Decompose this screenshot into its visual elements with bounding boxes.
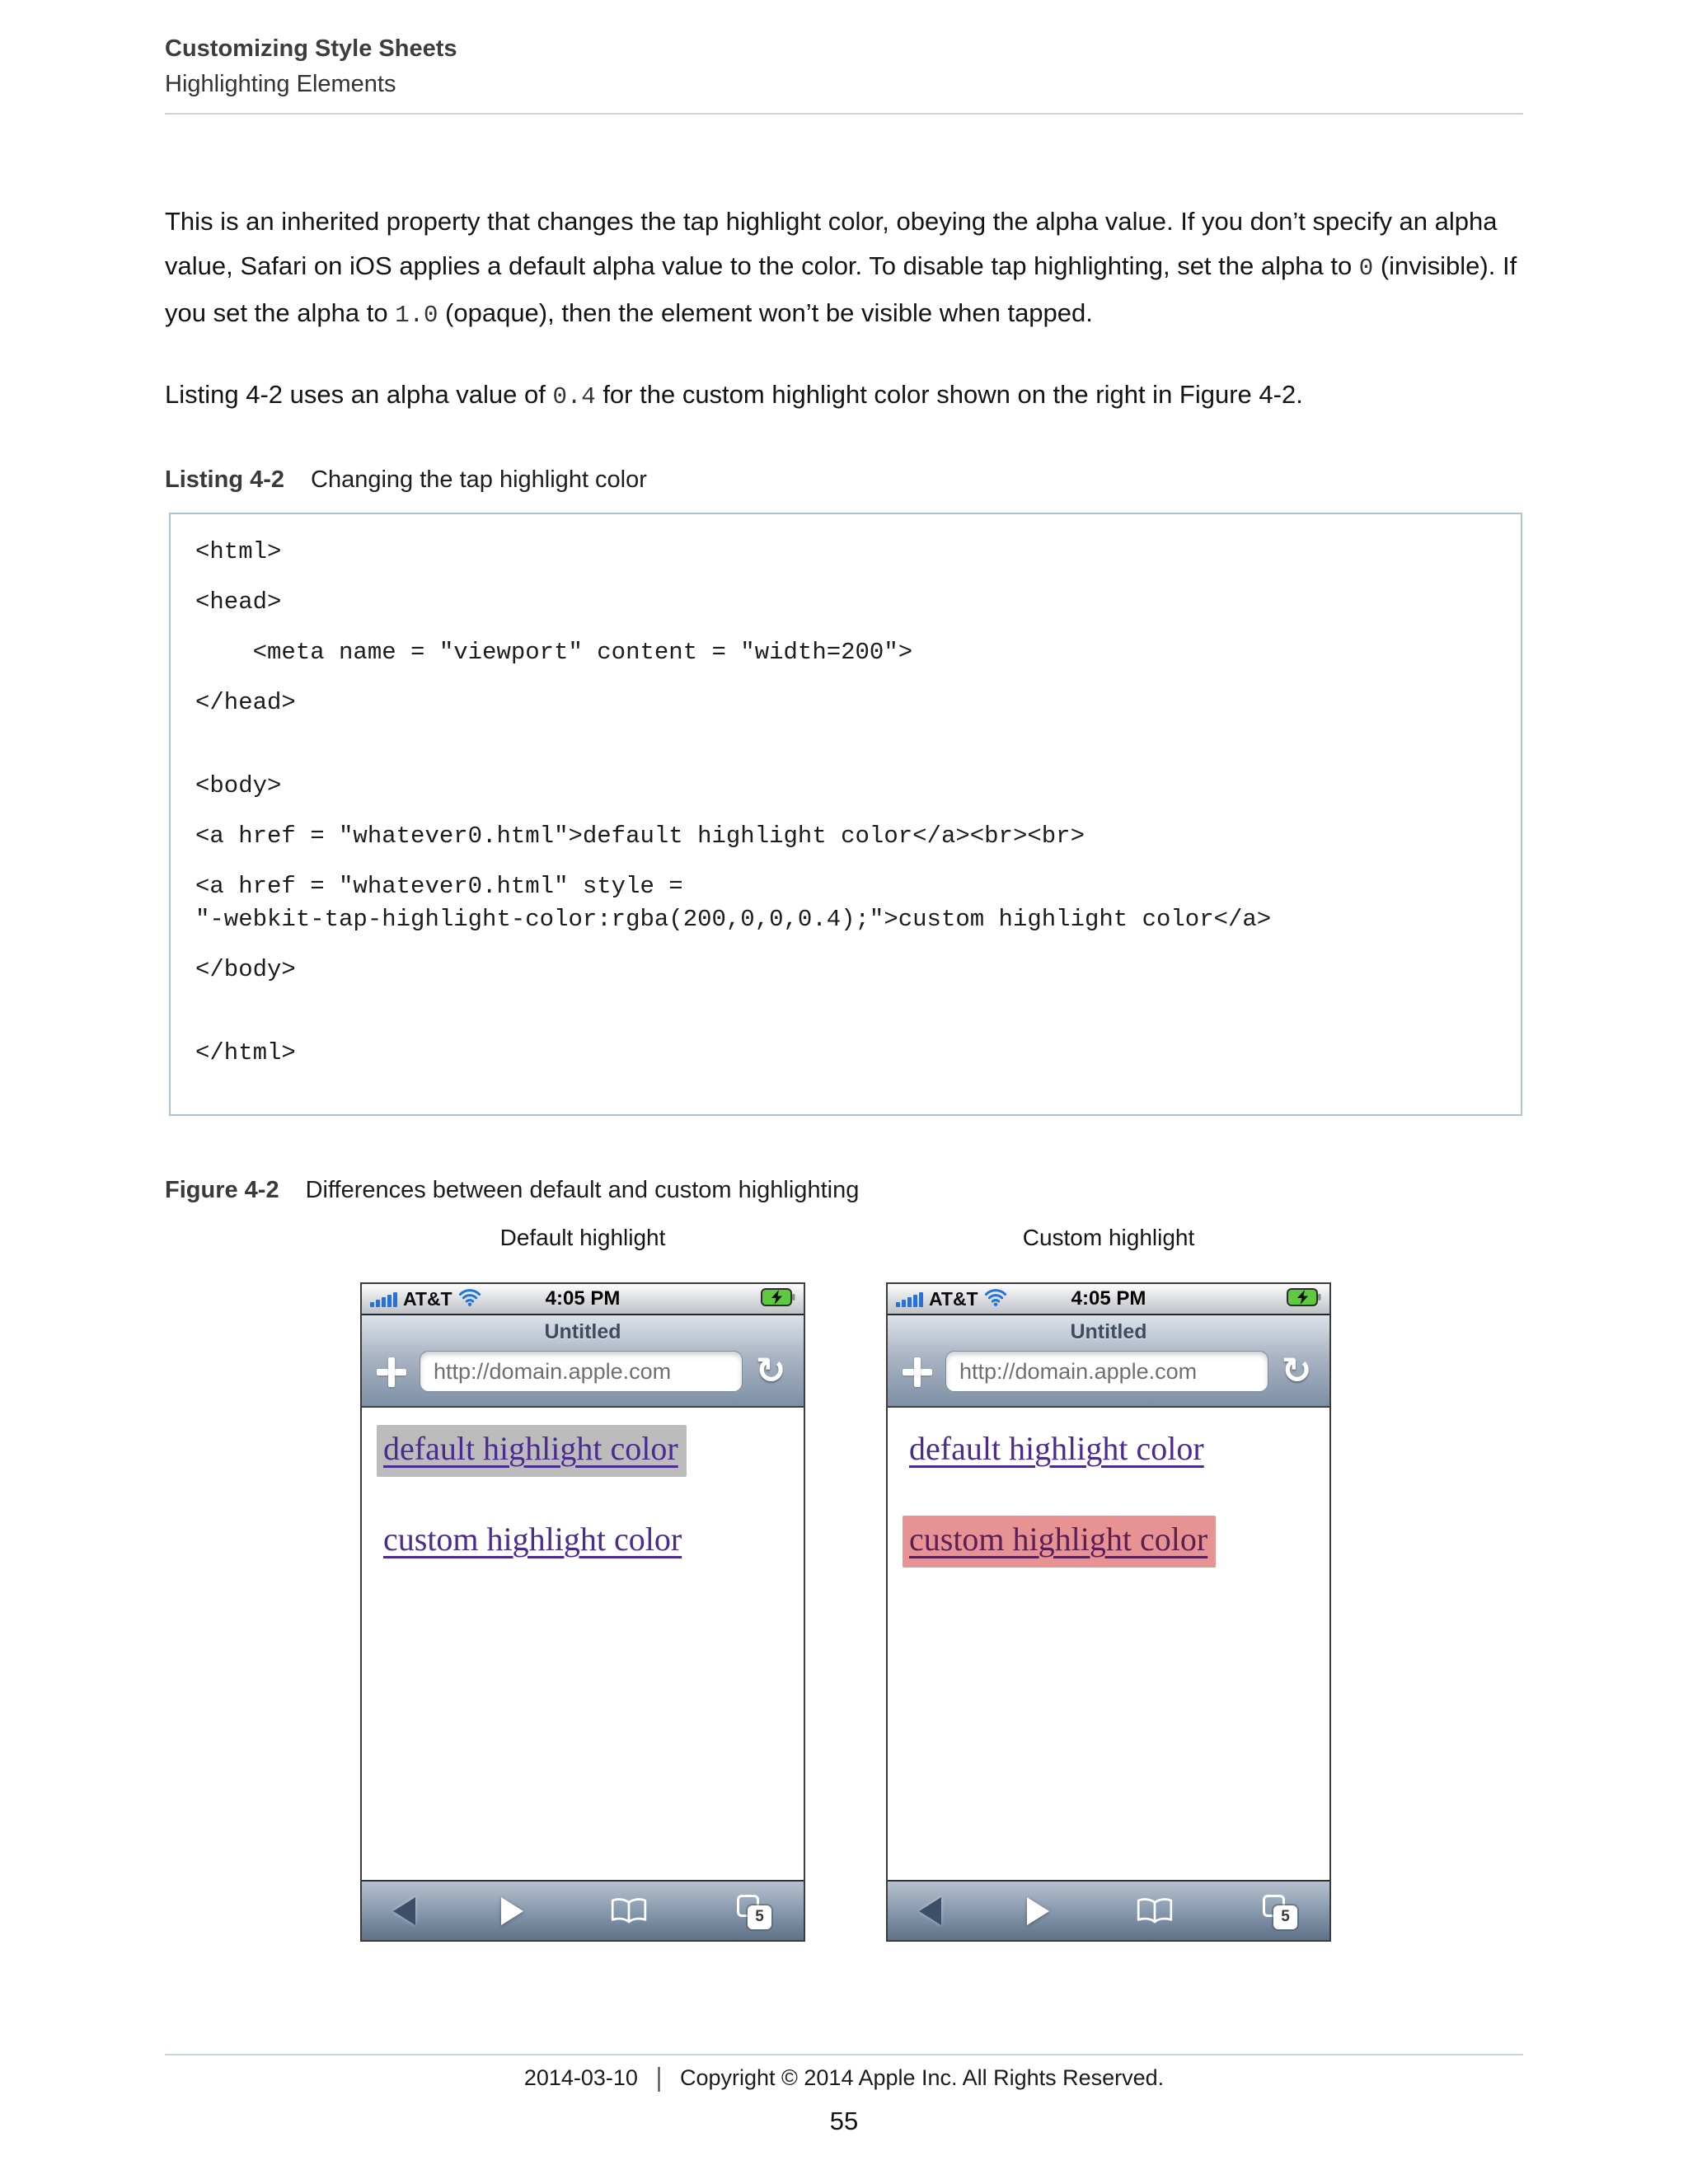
wifi-icon [458,1288,481,1310]
footer [0,2062,1688,2093]
code-line: </head> [195,689,296,716]
running-header [165,35,457,98]
url-text: http://domain.apple.com [434,1358,672,1384]
browser-chrome [888,1315,1329,1408]
back-button[interactable] [393,1897,415,1925]
page-title: Untitled [544,1320,621,1343]
figure-right-column-label: Custom highlight [1022,1225,1195,1250]
body-paragraph-2 [165,373,1533,419]
code-line: <head> [195,588,282,616]
section-title: Highlighting Elements [165,71,396,97]
listing-title: Changing the tap highlight color [311,466,647,493]
paragraph-text: Listing 4-2 uses an alpha value of [165,380,553,409]
page-number: 55 [829,2107,859,2135]
web-page-content [362,1408,804,1880]
url-field[interactable] [420,1351,743,1392]
forward-button[interactable] [1027,1897,1049,1925]
add-bookmark-button[interactable] [898,1353,940,1390]
header-rule [165,113,1523,115]
bottom-toolbar [888,1880,1329,1940]
carrier-label: AT&T [403,1287,452,1310]
code-line: <a href = "whatever0.html">default highlight color</a><br><br> [195,823,1085,850]
footer-rule [165,2054,1523,2055]
status-time: 4:05 PM [545,1287,621,1310]
code-line: <meta name = "viewport" content = "width=200"> [195,639,913,666]
figure-left-column-label: Default highlight [499,1225,666,1250]
url-text: http://domain.apple.com [959,1358,1198,1384]
paragraph-text: (invisible). If you set the alpha to [165,251,1517,327]
iphone-screenshot-default-highlight [360,1282,805,1942]
pages-count-badge: 5 [748,1905,771,1929]
bottom-toolbar [362,1880,804,1940]
chapter-title: Customizing Style Sheets [165,35,457,62]
page-title: Untitled [1070,1320,1147,1343]
code-line: <html> [195,538,282,565]
book-icon [609,1897,649,1925]
battery-charging-icon [1287,1287,1321,1311]
pages-button[interactable] [1260,1892,1298,1930]
body-paragraph-1 [165,199,1533,338]
reload-button[interactable]: ↻ [1281,1350,1312,1392]
inline-code-zero-point-four: 0.4 [552,383,596,410]
pages-button[interactable] [734,1892,772,1930]
figure-label: Figure 4-2 [165,1177,279,1203]
bookmarks-button[interactable] [1135,1897,1175,1925]
footer-separator: | [655,2062,662,2093]
code-listing [169,513,1522,1116]
paragraph-text: for the custom highlight color shown on the right in Figure 4-2. [595,380,1303,409]
browser-chrome [362,1315,804,1408]
figure-title: Differences between default and custom highlighting [305,1177,860,1203]
code-line: "-webkit-tap-highlight-color:rgba(200,0,0,0.4);">custom highlight color</a> [195,906,1272,933]
carrier-label: AT&T [929,1287,978,1310]
listing-caption [165,466,647,494]
back-button[interactable] [919,1897,941,1925]
forward-button[interactable] [501,1897,523,1925]
pages-count-badge: 5 [1273,1905,1297,1929]
link-default-highlight-color[interactable]: default highlight color [377,1425,687,1477]
code-line: </body> [195,956,296,983]
paragraph-text: (opaque), then the element won’t be visible when tapped. [438,298,1093,327]
plus-icon [914,1357,921,1387]
link-default-highlight-color[interactable]: default highlight color [909,1430,1204,1467]
book-icon [1135,1897,1175,1925]
inline-code-one-point-zero: 1.0 [395,302,438,329]
reload-button[interactable]: ↻ [755,1350,786,1392]
status-bar [362,1284,804,1315]
status-time: 4:05 PM [1071,1287,1146,1310]
wifi-icon [984,1288,1007,1310]
web-page-content [888,1408,1329,1880]
code-line: </html> [195,1039,296,1066]
status-bar [888,1284,1329,1315]
signal-strength-icon [370,1291,397,1307]
link-custom-highlight-color[interactable]: custom highlight color [383,1521,682,1558]
add-bookmark-button[interactable] [372,1353,415,1390]
bookmarks-button[interactable] [609,1897,649,1925]
code-line: <body> [195,772,282,799]
footer-copyright: Copyright © 2014 Apple Inc. All Rights Reserved. [679,2065,1165,2090]
link-custom-highlight-color[interactable]: custom highlight color [903,1516,1216,1568]
iphone-screenshot-custom-highlight [886,1282,1331,1942]
signal-strength-icon [896,1291,923,1307]
url-field[interactable] [945,1351,1268,1392]
figure-caption [165,1177,859,1204]
paragraph-text: This is an inherited property that changes the tap highlight color, obeying the alpha value. If you don’t specify an alpha value, Safari on iOS applies a default alpha value to the color. To disable tap highlighting, set the alpha to [165,207,1498,280]
plus-icon [388,1357,395,1387]
listing-label: Listing 4-2 [165,466,285,493]
battery-charging-icon [761,1287,795,1311]
footer-date: 2014-03-10 [523,2065,638,2090]
code-line: <a href = "whatever0.html" style = [195,873,683,900]
inline-code-zero: 0 [1358,255,1374,282]
